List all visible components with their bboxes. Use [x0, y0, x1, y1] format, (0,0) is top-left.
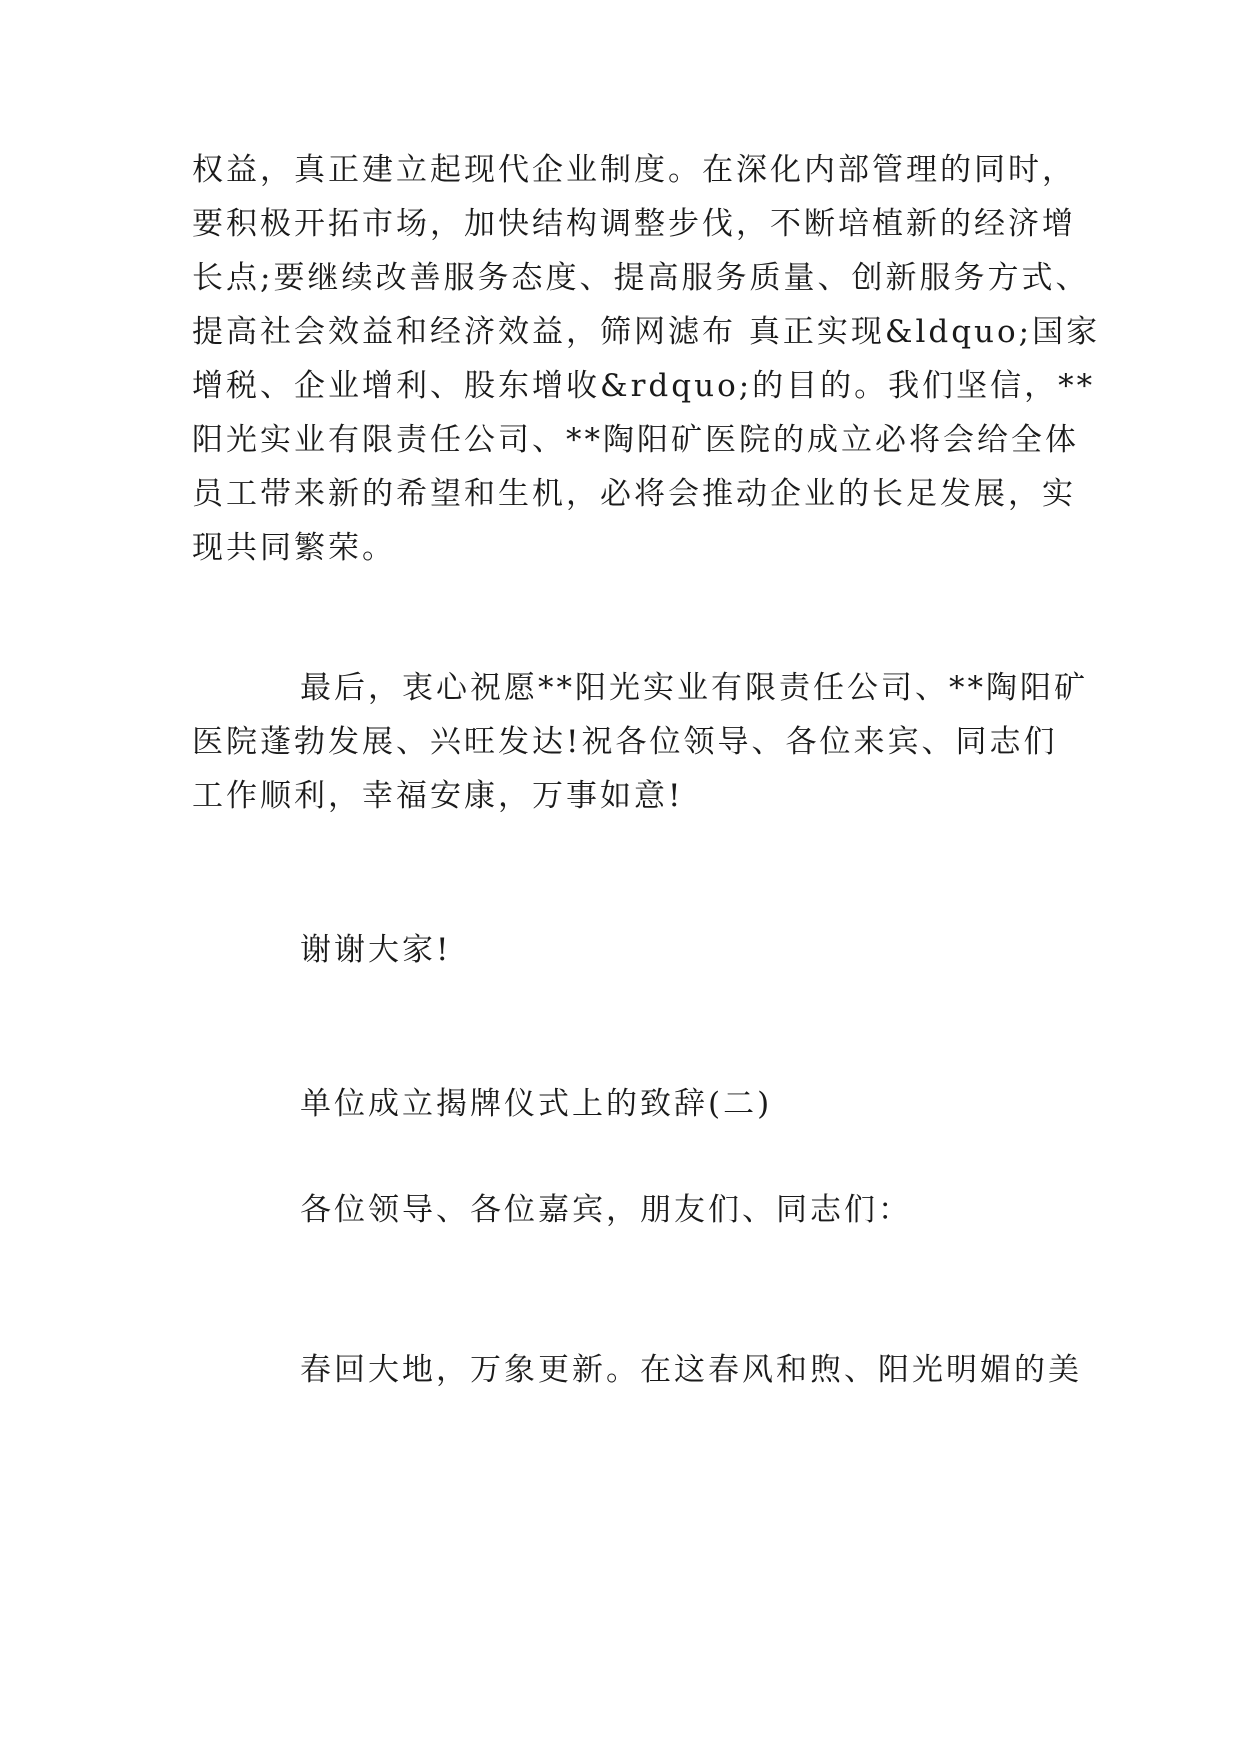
- paragraph-line: 春回大地，万象更新。在这春风和煦、阳光明媚的美: [300, 1352, 1082, 1388]
- section-title: 单位成立揭牌仪式上的致辞(二): [300, 1086, 773, 1122]
- paragraph-line: 增税、企业增利、股东增收&rdquo;的目的。我们坚信，**: [192, 368, 1096, 404]
- paragraph-line: 要积极开拓市场，加快结构调整步伐，不断培植新的经济增: [192, 206, 1076, 242]
- salutation: 各位领导、各位嘉宾，朋友们、同志们：: [300, 1192, 912, 1228]
- paragraph-line: 最后，衷心祝愿**阳光实业有限责任公司、**陶阳矿: [300, 670, 1088, 706]
- paragraph-line: 阳光实业有限责任公司、**陶阳矿医院的成立必将会给全体: [192, 422, 1079, 458]
- closing-thanks: 谢谢大家!: [300, 932, 452, 968]
- paragraph-line: 医院蓬勃发展、兴旺发达!祝各位领导、各位来宾、同志们: [192, 724, 1058, 760]
- paragraph-line: 员工带来新的希望和生机，必将会推动企业的长足发展，实: [192, 476, 1076, 512]
- paragraph-line: 权益，真正建立起现代企业制度。在深化内部管理的同时，: [192, 152, 1076, 188]
- paragraph-line: 提高社会效益和经济效益，筛网滤布 真正实现&ldquo;国家: [192, 314, 1101, 350]
- paragraph-line: 长点;要继续改善服务态度、提高服务质量、创新服务方式、: [192, 260, 1090, 296]
- paragraph-line: 现共同繁荣。: [192, 530, 396, 566]
- paragraph-line: 工作顺利，幸福安康，万事如意!: [192, 778, 684, 814]
